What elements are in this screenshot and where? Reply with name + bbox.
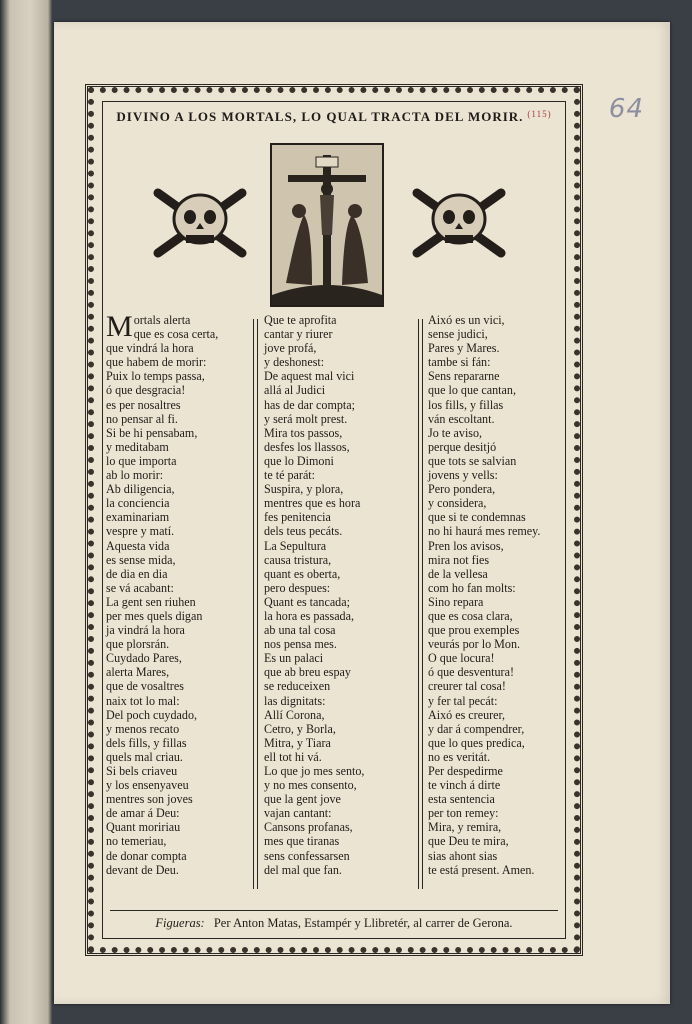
verse-line: es sense mida, <box>106 552 176 567</box>
verse-line: ortals alerta <box>133 313 191 327</box>
verse-line: per mes quels digan <box>106 608 203 623</box>
verse-line: Cansons profanas, <box>264 820 353 835</box>
column-divider <box>253 319 258 889</box>
verse-line: y dar á compendrer, <box>428 721 525 736</box>
verse-line: de donar compta <box>106 848 187 863</box>
verse-line: vespre y matí. <box>106 524 175 539</box>
verse-line: no es veritát. <box>428 749 491 764</box>
verse-line: Suspira, y plora, <box>264 482 344 497</box>
verse-line: jove profá, <box>264 341 317 356</box>
crucifixion-woodcut-icon <box>270 143 384 307</box>
verse-line: ab una tal cosa <box>264 623 336 638</box>
verse-line: ja vindrá la hora <box>106 623 185 638</box>
verse-line: per ton remey: <box>428 806 499 821</box>
verse-line: y será molt prest. <box>264 411 348 426</box>
poem-column-3 <box>428 313 570 877</box>
verse-line: nos pensa mes. <box>264 637 337 652</box>
verse-line: del mal que fan. <box>264 862 342 877</box>
verse-line: la conciencia <box>106 496 170 511</box>
verse-line: de dia en dia <box>106 566 168 581</box>
verse-line: que prou exemples <box>428 623 520 638</box>
verse-line: alerta Mares, <box>106 665 170 680</box>
verse-line: jovens y vells: <box>428 468 498 483</box>
verse-line: que la gent jove <box>264 792 341 807</box>
verse-line: ó que desgracia! <box>106 383 186 398</box>
poem-columns <box>106 310 564 903</box>
verse-line: que lo ques predica, <box>428 735 525 750</box>
verse-line: ab lo morir: <box>106 468 164 483</box>
verse-line: y no mes consento, <box>264 778 357 793</box>
verse-line: De aquest mal vici <box>264 369 355 384</box>
verse-line: perque desitjó <box>428 439 497 454</box>
verse-line: Mitra, y Tiara <box>264 735 331 750</box>
broadside-page <box>54 22 670 1004</box>
verse-line: Lo que jo mes sento, <box>264 764 365 778</box>
verse-line: de la vellesa <box>428 566 488 581</box>
verse-line: ó que desventura! <box>428 665 514 680</box>
verse-line: que si te condemnas <box>428 510 526 525</box>
verse-line: Pero pondera, <box>428 482 496 497</box>
verse-line: que vindrá la hora <box>106 341 194 356</box>
verse-line: Cuydado Pares, <box>106 651 182 666</box>
verse-line: te té parát: <box>264 468 316 483</box>
verse-line: dels teus pecáts. <box>264 524 343 539</box>
verse-line: vajan cantant: <box>264 806 332 821</box>
verse-line: La gent sen riuhen <box>106 594 196 609</box>
verse-line: de amar á Deu: <box>106 806 180 821</box>
verse-line: esta sentencia <box>428 792 495 807</box>
verse-line: desfes los llassos, <box>264 439 350 454</box>
verse-line: tambe si fán: <box>428 355 491 370</box>
verse-line: Que te aprofita <box>264 313 337 327</box>
verse-line: La Sepultura <box>264 538 327 553</box>
verse-line: se reduceixen <box>264 679 331 694</box>
verse-line: Quant moririau <box>106 820 181 835</box>
verse-line: Si bels criaveu <box>106 764 178 778</box>
verse-line: Es un palaci <box>264 651 324 666</box>
verse-line: sens confessarsen <box>264 848 350 863</box>
verse-line: te vinch á dirte <box>428 778 501 793</box>
printer-imprint <box>88 916 580 931</box>
verse-line: los fills, y fillas <box>428 397 504 412</box>
verse-line: Per despedirme <box>428 764 503 778</box>
verse-line: naix tot lo mal: <box>106 693 180 708</box>
verse-line: has de dar compta; <box>264 397 356 412</box>
column-divider <box>418 319 423 889</box>
verse-line: y meditabam <box>106 439 169 454</box>
verse-line: causa tristura, <box>264 552 332 567</box>
verse-line: que lo que cantan, <box>428 383 516 398</box>
verse-line: mes que tiranas <box>264 834 340 849</box>
verse-line: Puix lo temps passa, <box>106 369 205 384</box>
verse-line: que plorsrán. <box>106 637 170 652</box>
verse-line: y fer tal pecát: <box>428 693 498 708</box>
verse-line: que de vosaltres <box>106 679 184 694</box>
verse-line: examinariam <box>106 510 170 525</box>
drop-cap: M <box>106 310 133 343</box>
verse-line: y deshonest: <box>264 355 325 370</box>
verse-line: allá al Judici <box>264 383 326 398</box>
verse-line: que habem de morir: <box>106 355 207 370</box>
verse-line: mentres que es hora <box>264 496 361 511</box>
verse-line: fes penitencia <box>264 510 331 525</box>
imprint-divider <box>110 910 558 911</box>
verse-line: cantar y riurer <box>264 327 333 342</box>
verse-line: no temeriau, <box>106 834 167 849</box>
verse-line: Sens repararne <box>428 369 500 384</box>
verse-line: Allí Corona, <box>264 707 325 722</box>
verse-line: la hora es passada, <box>264 608 354 623</box>
page-title <box>88 109 580 125</box>
verse-line: que Deu te mira, <box>428 834 509 849</box>
verse-line: se vá acabant: <box>106 580 174 595</box>
verse-line: Jo te aviso, <box>428 425 483 440</box>
facing-page-edge <box>0 0 52 1024</box>
verse-line: y considera, <box>428 496 487 511</box>
skull-crossbones-left-icon <box>152 183 248 263</box>
verse-line: dels fills, y fillas <box>106 735 187 750</box>
verse-line: que ab breu espay <box>264 665 351 680</box>
verse-line: O que locura! <box>428 651 495 666</box>
verse-line: quels mal criau. <box>106 749 183 764</box>
verse-line: lo que importa <box>106 453 177 468</box>
title-text: DIVINO A LOS MORTALS, LO QUAL TRACTA DEL MORIR. <box>116 109 524 124</box>
verse-line: Ab diligencia, <box>106 482 175 497</box>
catalog-mark: (115) <box>527 109 552 119</box>
ornamental-border <box>85 84 583 956</box>
verse-line: las dignitats: <box>264 693 326 708</box>
verse-line: que tots se salvian <box>428 453 517 468</box>
poem-column-1 <box>106 310 248 877</box>
verse-line: Quant es tancada; <box>264 594 350 609</box>
verse-line: que es cosa clara, <box>428 608 513 623</box>
verse-line: devant de Deu. <box>106 862 179 877</box>
imprint-place: Figueras: <box>155 916 205 930</box>
verse-line: Mira, y remira, <box>428 820 502 835</box>
verse-line: Sino repara <box>428 594 484 609</box>
verse-line: que es cosa certa, <box>133 327 219 342</box>
verse-line: que lo Dimoni <box>264 453 334 468</box>
verse-line: Pares y Mares. <box>428 341 500 356</box>
verse-line: y los ensenyaveu <box>106 778 189 793</box>
verse-line: ván escoltant. <box>428 411 495 426</box>
verse-line: sense judici, <box>428 327 488 342</box>
verse-line: Mira tos passos, <box>264 425 343 440</box>
verse-line: te está present. Amen. <box>428 862 535 877</box>
verse-line: Del poch cuydado, <box>106 707 198 722</box>
verse-line: Aixó es un vici, <box>428 313 505 327</box>
verse-line: es per nosaltres <box>106 397 181 412</box>
verse-line: pero despues: <box>264 580 331 595</box>
verse-line: Si be hi pensabam, <box>106 425 198 440</box>
verse-line: Aquesta vida <box>106 538 170 553</box>
verse-line: com ho fan molts: <box>428 580 516 595</box>
verse-line: mentres son joves <box>106 792 193 807</box>
verse-line: no hi haurá mes remey. <box>428 524 541 539</box>
verse-line: ell tot hi vá. <box>264 749 322 764</box>
verse-line: creurer tal cosa! <box>428 679 506 694</box>
imprint-text: Per Anton Matas, Estampér y Llibretér, al carrer de Gerona. <box>213 916 513 930</box>
poem-column-2 <box>264 313 414 877</box>
verse-line: Pren los avisos, <box>428 538 504 553</box>
verse-line: veurás por lo Mon. <box>428 637 521 652</box>
verse-line: Aixó es creurer, <box>428 707 506 722</box>
verse-line: quant es oberta, <box>264 566 341 581</box>
verse-line: Cetro, y Borla, <box>264 721 336 736</box>
verse-line: no pensar al fi. <box>106 411 178 426</box>
verse-line: mira not fies <box>428 552 490 567</box>
verse-line: y menos recato <box>106 721 180 736</box>
folio-number: 64 <box>608 94 644 124</box>
skull-crossbones-right-icon <box>411 183 507 263</box>
verse-line: sias ahont sias <box>428 848 498 863</box>
